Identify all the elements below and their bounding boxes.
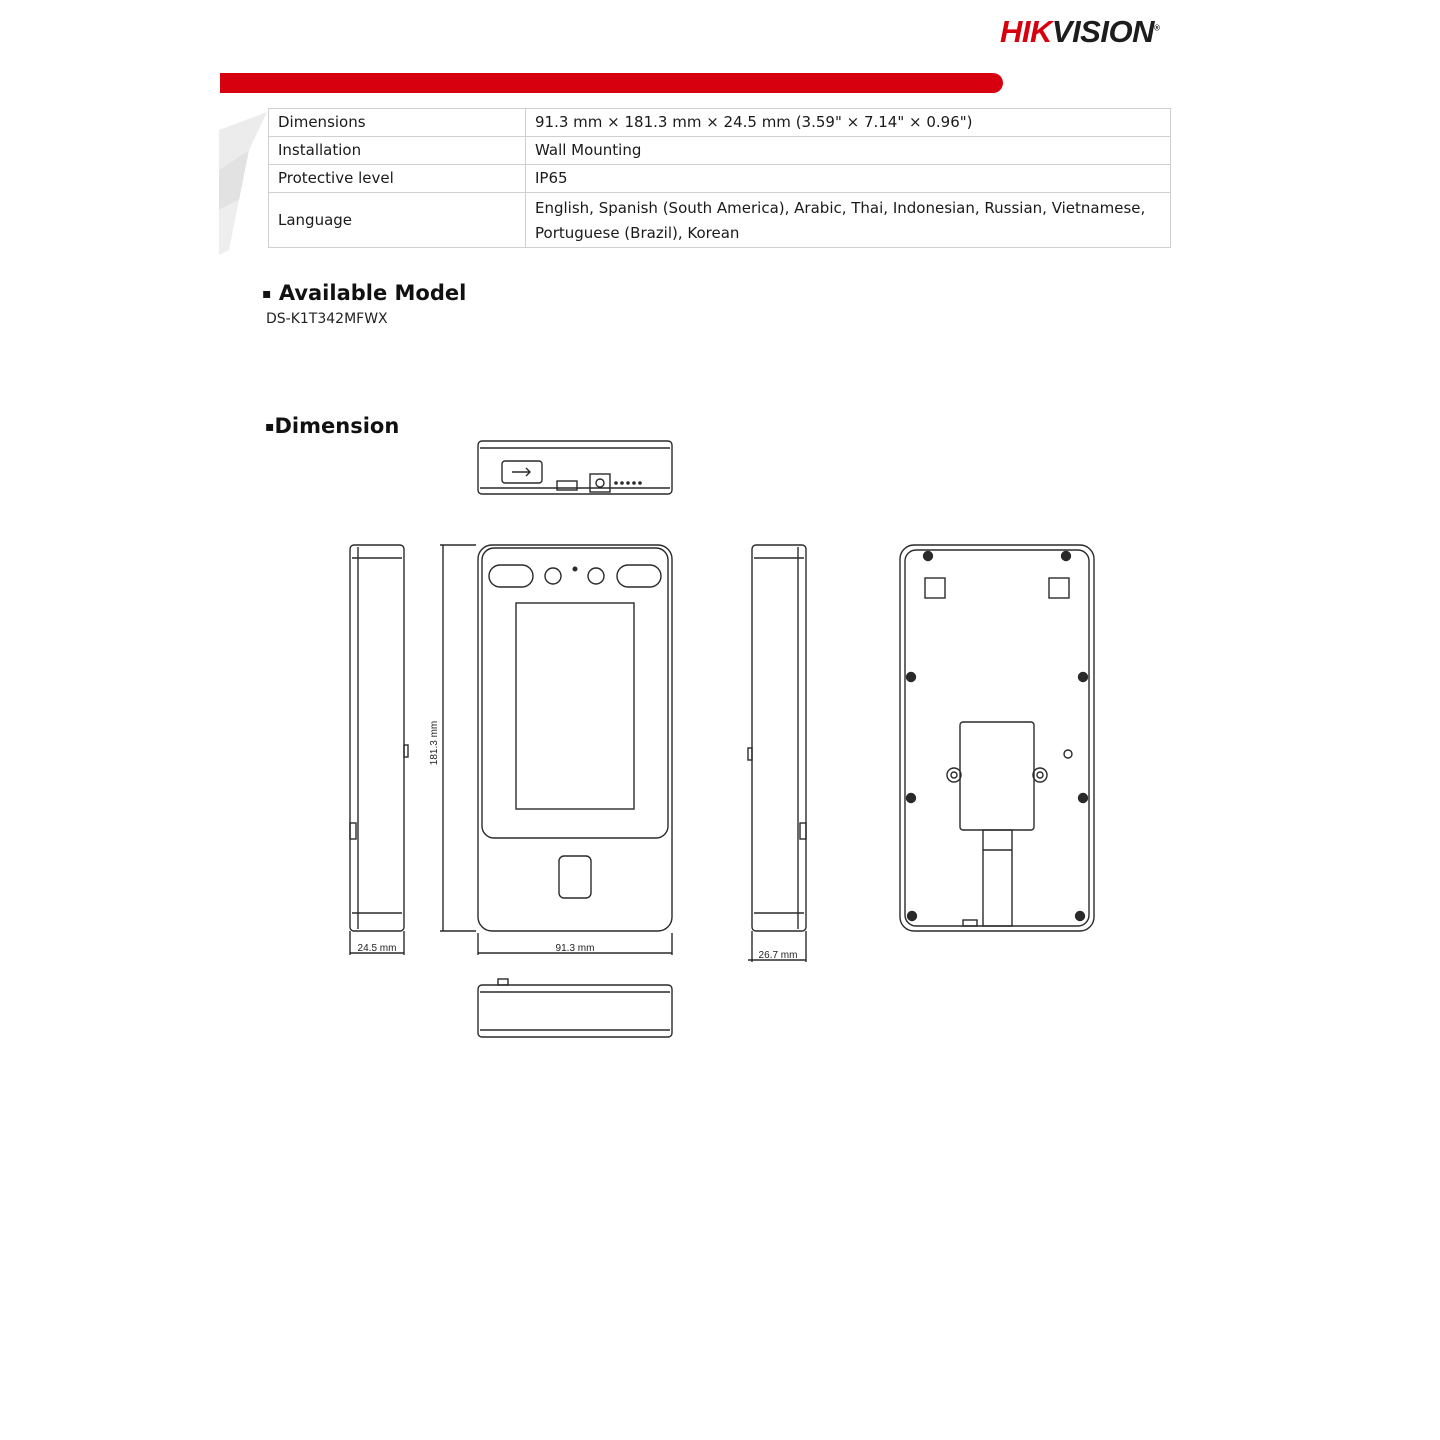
spec-key: Protective level [269, 165, 526, 193]
spec-key: Language [269, 193, 526, 248]
spec-value: 91.3 mm × 181.3 mm × 24.5 mm (3.59" × 7.14" × 0.96") [526, 109, 1171, 137]
spec-key: Installation [269, 137, 526, 165]
available-model-heading: ▪ Available Model [262, 281, 467, 305]
width-dimension-label: 91.3 mm [555, 943, 595, 954]
left-depth-label: 24.5 mm [357, 943, 397, 954]
model-number: DS-K1T342MFWX [266, 311, 388, 327]
left-side-view [350, 545, 408, 955]
height-dimension-label: 181.3 mm [429, 720, 440, 766]
right-side-view [748, 545, 806, 962]
hikvision-logo: HIKVISION® [1000, 14, 1160, 49]
spec-key: Dimensions [269, 109, 526, 137]
dimension-heading: ▪Dimension [265, 414, 400, 438]
spec-value: Wall Mounting [526, 137, 1171, 165]
right-depth-label: 26.7 mm [758, 950, 798, 961]
back-view [900, 545, 1094, 931]
front-view [440, 545, 672, 955]
spec-value-line-2: Portuguese (Brazil), Korean [535, 224, 740, 242]
top-view [478, 441, 672, 494]
bottom-view [478, 979, 672, 1037]
spec-value: IP65 [526, 165, 1171, 193]
spec-value-line-1: English, Spanish (South America), Arabic, Thai, Indonesian, Russian, Vietnamese, [535, 199, 1146, 217]
